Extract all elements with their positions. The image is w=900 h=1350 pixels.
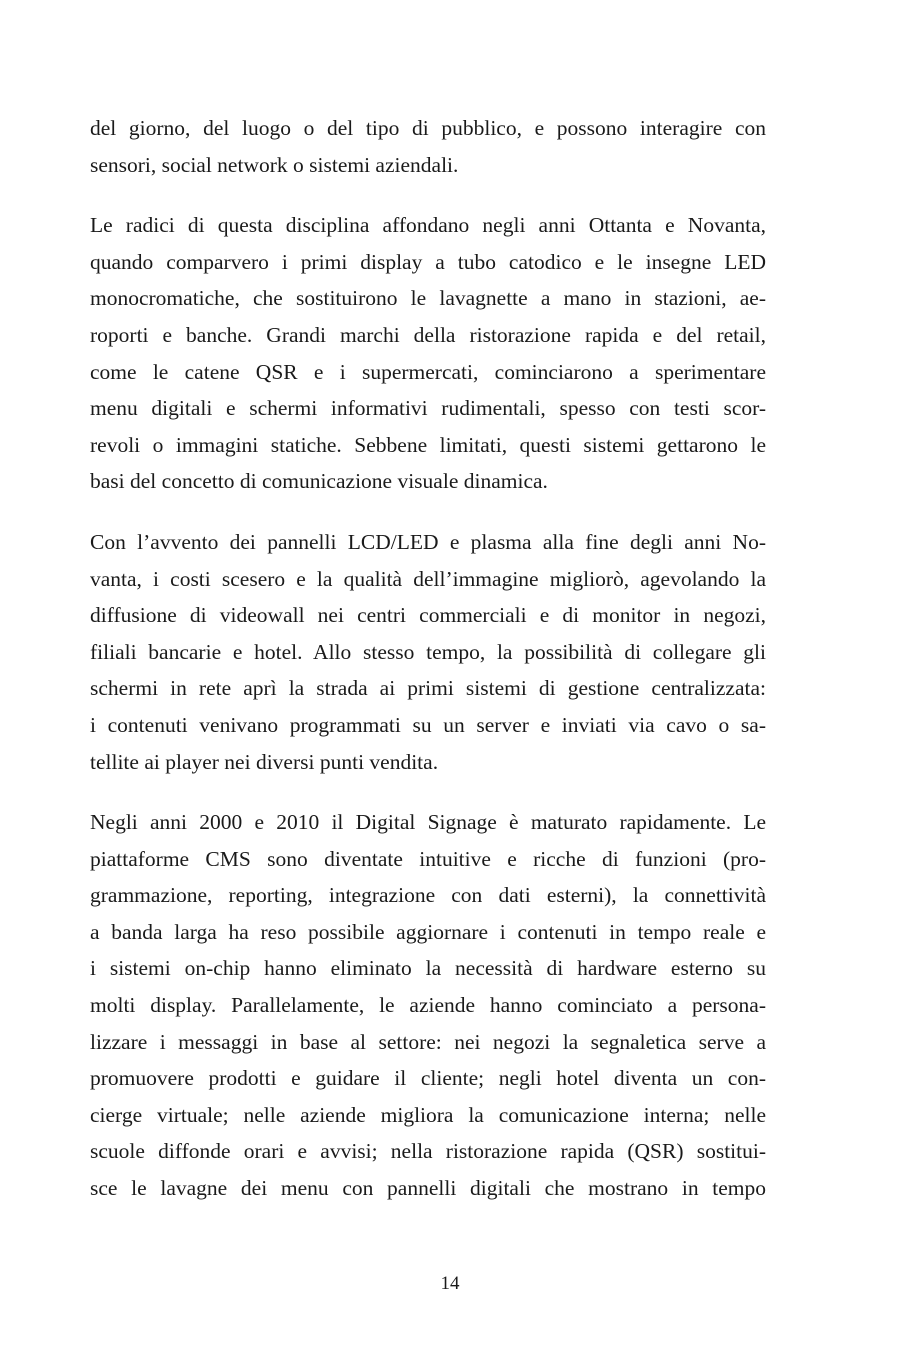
- paragraph-4: [90, 804, 766, 1207]
- text-line: schermi in rete aprì la strada ai primi sistemi di gestione centralizzata:: [90, 676, 766, 701]
- text-line: monocromatiche, che sostituirono le lavagnette a mano in stazioni, ae-: [90, 286, 766, 311]
- text-line: diffusione di videowall nei centri commerciali e di monitor in negozi,: [90, 603, 766, 628]
- text-line: menu digitali e schermi informativi rudimentali, spesso con testi scor-: [90, 396, 766, 421]
- paragraph-3: [90, 524, 766, 780]
- text-line: vanta, i costi scesero e la qualità dell’immagine migliorò, agevolando la: [90, 566, 766, 591]
- text-line: sensori, social network o sistemi aziendali.: [90, 152, 459, 177]
- text-line: roporti e banche. Grandi marchi della ristorazione rapida e del retail,: [90, 322, 766, 347]
- text-line: lizzare i messaggi in base al settore: nei negozi la segnaletica serve a: [90, 1029, 766, 1054]
- text-line: scuole diffonde orari e avvisi; nella ristorazione rapida (QSR) sostitui-: [90, 1139, 766, 1164]
- text-line: piattaforme CMS sono diventate intuitive e ricche di funzioni (pro-: [90, 846, 766, 871]
- text-line: i contenuti venivano programmati su un server e inviati via cavo o sa-: [90, 712, 766, 737]
- text-line: revoli o immagini statiche. Sebbene limitati, questi sistemi gettarono le: [90, 432, 766, 457]
- page-number: 14: [440, 1273, 460, 1294]
- text-line: promuovere prodotti e guidare il cliente; negli hotel diventa un con-: [90, 1066, 766, 1091]
- text-line: i sistemi on-chip hanno eliminato la necessità di hardware esterno su: [90, 956, 766, 981]
- text-line: basi del concetto di comunicazione visuale dinamica.: [90, 469, 548, 494]
- text-line: come le catene QSR e i supermercati, cominciarono a sperimentare: [90, 359, 766, 384]
- text-line: grammazione, reporting, integrazione con dati esterni), la connettività: [90, 883, 766, 908]
- text-line: molti display. Parallelamente, le aziende hanno cominciato a persona-: [90, 993, 766, 1018]
- text-line: quando comparvero i primi display a tubo catodico e le insegne LED: [90, 249, 766, 274]
- text-line: tellite ai player nei diversi punti vendita.: [90, 749, 439, 774]
- text-line: del giorno, del luogo o del tipo di pubblico, e possono interagire con: [90, 116, 766, 140]
- body-text: [90, 110, 766, 1231]
- text-line: cierge virtuale; nelle aziende migliora la comunicazione interna; nelle: [90, 1102, 766, 1127]
- paragraph-2: [90, 207, 766, 500]
- text-line: sce le lavagne dei menu con pannelli digitali che mostrano in tempo: [90, 1176, 766, 1201]
- text-line: filiali bancarie e hotel. Allo stesso tempo, la possibilità di collegare gli: [90, 639, 766, 664]
- text-line: Con l’avvento dei pannelli LCD/LED e plasma alla fine degli anni No-: [90, 529, 766, 554]
- text-line: Le radici di questa disciplina affondano negli anni Ottanta e Novanta,: [90, 213, 766, 238]
- text-line: a banda larga ha reso possibile aggiornare i contenuti in tempo reale e: [90, 919, 766, 944]
- paragraph-1: [90, 110, 766, 183]
- text-line: Negli anni 2000 e 2010 il Digital Signage è maturato rapidamente. Le: [90, 810, 766, 835]
